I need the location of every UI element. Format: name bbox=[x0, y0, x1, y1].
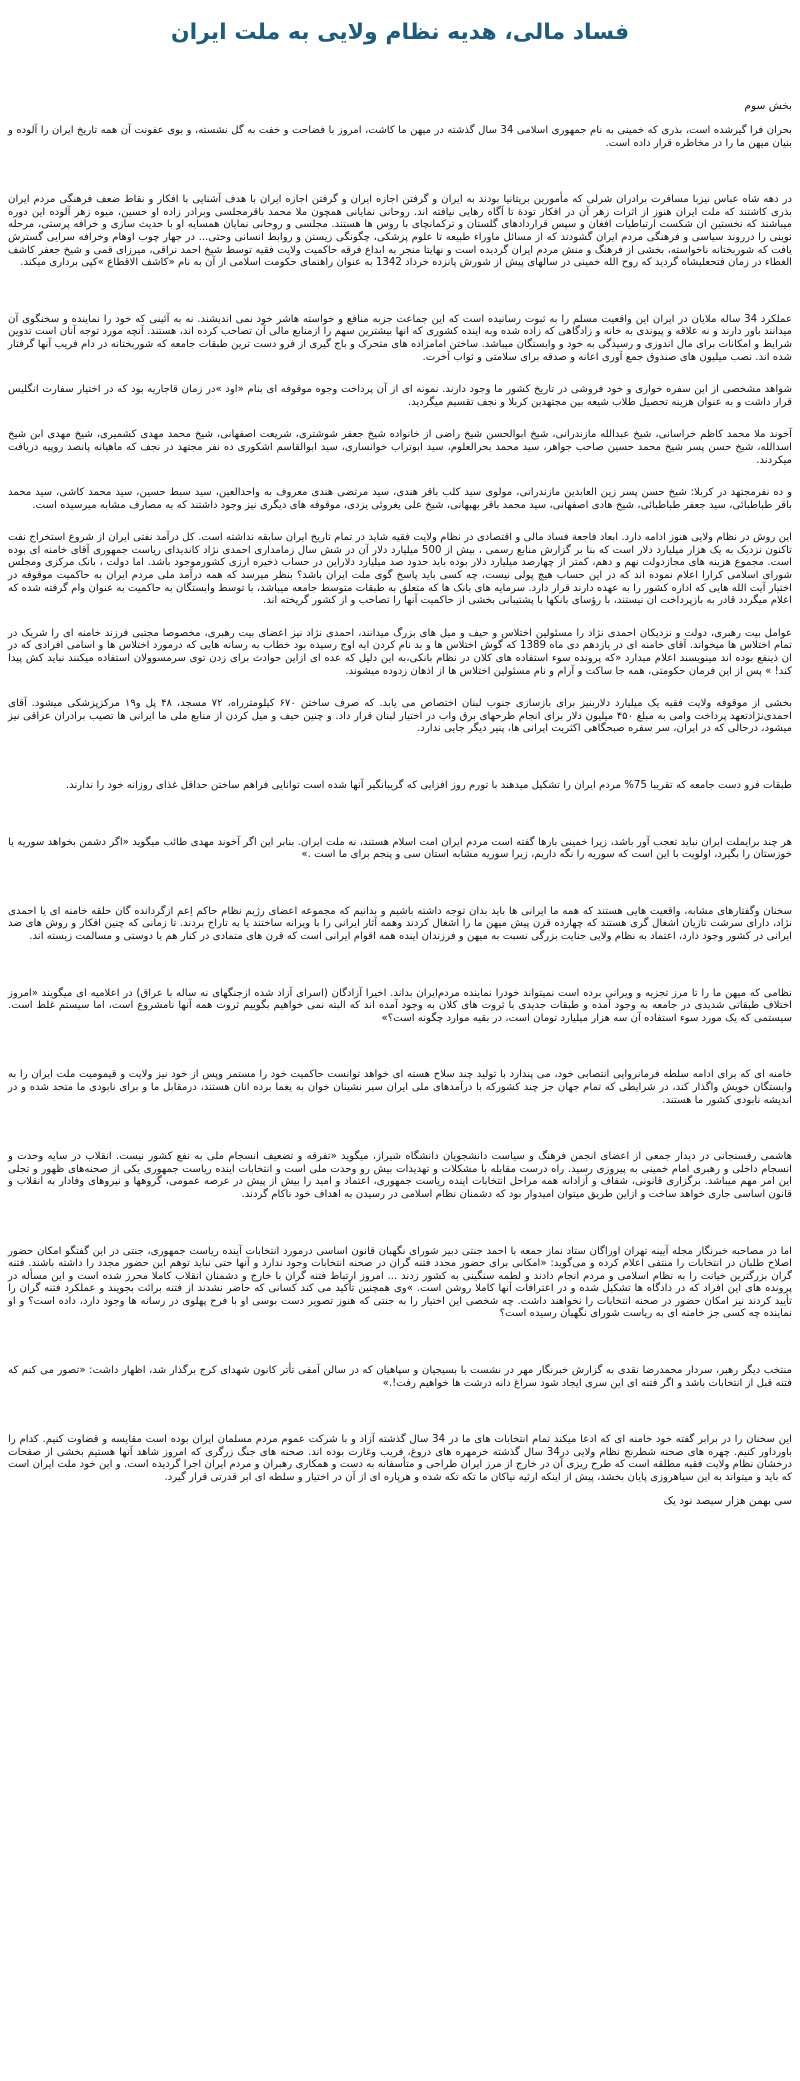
paragraph-mullahs-record: عملکرد 34 ساله ملایان در ایران این واقعیت مسلم را به ثبوت رسانیده است که این جماعت جزبه منافع و خواسته هاشر خود نمی اندیشند. نه به آئینی که خود را نماینده و سخنگوی آن میدانند باور دارند و نه علاقه و پیوندی به خانه و زادگاهی که زاده شده وبه اینده کشوری که انها بیشترین سهم را ازمنابع مالی آن تصاحب کرده اند، هستند. آنچه مورد توجه آنان است تدوین شرایط و امکانات برای مال اندوزی و رسیدگی به خود و وابستگان میباشد. ساختن امامزاده های متحرک و باج گیری از فرو دست ترین طبقات جامعه که شوربختانه در دام فریب آنها گرفتار شده اند. نصب میلیون های صندوق جمع آوری اعانه و صدقه برای سلامتی و ثواب آخرت. bbox=[8, 313, 792, 363]
paragraph-intro: بحران فرا گیرشده است، بذری که خمینی به نام جمهوری اسلامی 34 سال گذشته در میهن ما کاشت، امروز با فضاحت و خفت به گل نشسته، و بوی عفونت آن همه تاریخ ایران را آلوده و بنیان میهن ما را در مخاطره قرار داده است. bbox=[8, 125, 792, 149]
paragraph-occupiers: سخنان وگفتارهای مشابه، واقعیت هایی هستند که همه ما ایرانی ها باید بدان توجه داشته باشیم و بدانیم که مجموعه اعضای رژیم نظام حاکم اِعم ازگردانده گان حلقه خامنه ای یا احمدی نژاد، دارای سرشت تازیان اشغال گری هستند که چهارده قرن پیش میهن ما را اشغال کردند وهمه آثار ایرانی را با ویرانه ساختند یا به تاراج بردند. تا زمانی که چنین افکار و روش های ضد ایرانی در کشور وجود دارد، اعتماد به نظام ولایی جنایت بزرگی نسبت به میهن و فرزندان اینده همه اقوام ایرانی است که قرن های متمادی در کنار هم با دوستی و مسالمت زیسته اند. bbox=[8, 905, 792, 942]
paragraph-shah-abbas: در دهه شاه عباس نیزبا مسافرت برادران شرلی که مأمورین بریتانیا بودند به ایران و گرفتن اجازه ایران و گرفتن اجازه ایران با هدف آشنایی با افکار و نقاط ضعف فرهنگی مردم ایران بذری کاشتند که ملت ایران هنوز از اثرات زهر آن در افکار تودة تا آگاه رهایی نیافته اند. روحانی نمایانی همچون ملا محمد باقرمجلسی وبرادر زاده او حسین، میوه زهر آلوده این دوره میباشند که نخستین ان شکست ارتباطیات افغان و سپس قراردادهای گلستان و ترکمانچای با روس ها هستند. مجلسی و روحانی نمایان همسایه او با حدیث سازی و خرافه پرستی، مرحله نوینی را درروند سیاسی و فرهنگی مردم ایران گشودند که از مسائل ماوراء طبیعه تا علوم پزشکی، چگونگی زیستن و روابط انسانی وحتی... در جهار چوب اوهام وخرافه سرایی گسترش یافت که شوربختانه ناخواسته، بخشی از فرهنگ و منش مردم ایران گردیده است و نهایتا منجر به ابداع فرقه حاکمیت ولایت فقیه توسط شیخ احمد نراقی، میرزای قمی و شیخ جعفر کاشف الغطاء در زمان فتحعلیشاه گردید که روح الله خمینی در سالهای پیش از شورش پانزده خرداد 1342 به عنوان راهنمای حکومت اسلامی از آن به نام «کاشف الاقطاع »کپی برداری میکند. bbox=[8, 194, 792, 269]
signature-date: سی بهمن هزار سیصد نود یک bbox=[663, 1494, 792, 1507]
paragraph-syria-quote: هر چند برایملت ایران نباید تعجب آور باشد، زیرا خمینی بارها گفته است مردم ایران امت اسلام هستند، نه ملت ایران. بنابر این اگر آخوند مهدی طائب میگوید «اگر دشمن بخواهد سوریه یا خوزستان را بگیرد، اولویت با این است که سوریه را نگه داریم، زیرا سوریه مشابه استان سی و پنجم برای ما است .» bbox=[8, 836, 792, 861]
section-label: بخش سوم bbox=[744, 100, 792, 112]
paragraph-oud-endowment: شواهد مشخصی از این سفره خواری و خود فروشی در تاریخ کشور ما وجود دارند. نمونه ای از آن پرداخت وجوه موقوفه ای بنام «اود »در زمان قاجاریه بود که در اختیار سفارت انگلیس قرار داشت و به عنوان هزینه تحصیل طلاب شیعه بین مجتهدین کربلا و نجف تقسیم میگردید. bbox=[8, 384, 792, 408]
paragraph-oil-revenue: این روش در نظام ولایی هنوز ادامه دارد. ابعاد فاجعة فساد مالی و اقتصادی در نظام ولایت فقیه شاید در تمام تاریخ ایران سابقه نداشته است. کل درآمد نفتی ایران از شروع استخراج نفت تاکنون نزدیک به یک هزار میلیارد دلار است که بنا بر گزارش منابع رسمی ، بیش از 500 میلیارد دلار آن در شش سال زمامداری احمدی نژاد کاندیدای ریاست جمهوری آقای خامنه ای بوده است. مجموع هزینه های مجازدولت نهم و دهم، کمتر از چهارصد میلیارد دلار بوده باید حدود صد میلیارد دلاراین در حساب ذخیره ارزی کشورموجود باشد. اما دولت ، بانک مرکزی ومجلس شورای اسلامی کرارا اعلام نموده اند که در این حساب هیچ پولی نیست، چه کسی باید پاسخ گوی ملت ایران باشد؟ بنظر میرسد که همه درآمد ملی مردم ایران به حاکمیت موقوفه در اختیار آیت الله هایی که اداره کشور را به عهده دارند قرار دارد. سرمایه های بانک ها که متعلق به طبقات متوسط جامعه میباشد، با توسط وابستگان به حاکمیت به عنوان وام گرفته شده که اعلام میگردد قادر به بازپرداخت ان نیستند، با رؤسای بانکها با پشتیبانی بخشی از حاکمیت آنها را تصاحب و از کشور گریخته اند. bbox=[8, 532, 792, 607]
paragraph-embezzlement: عوامل بیت رهبری، دولت و نزدیکان احمدی نژاد را مسئولین اختلاس و حیف و میل های بزرگ میدانند، احمدی نژاد نیز اعضای بیت رهبری، مخصوصا مجتبی فرزند خامنه ای را شریک در تمام اختلاس ها میخواند. آقای خامنه ای در یازدهم دی ماه 1389 که گوش اختلاس ها و بد نام کردن ایه اوج رسیده بود خطاب به رسانه هایی که درمورد اختلاس ها و اسامی افرادی که در ان ذینفع بوده اند مینویسند اعلام میدارد «که پرونده سوء استفاده های کلان در نظام بانکی،به این دلیل که عده ای ازاین حوادث برای زدن توی سرمسوولان استفاده میکنند نباید کش پیدا کند! » پس از این فرمان حکومتی، همه جا ساکت و آرام و نام مسئولین اختلاس ها از اذهان زدوده میشوند. bbox=[8, 627, 792, 677]
page-title: فساد مالی، هدیه نظام ولایی به ملت ایران bbox=[170, 20, 630, 45]
paragraph-rafsanjani: هاشمی رفسنجانی در دیدار جمعی از اعضای انجمن فرهنگ و سیاست دانشجویان دانشگاه شیراز، میگوید «تفرقه و تضعیف انسجام ملی به نفع کشور نیست. انقلاب در سایه وحدت و انسجام داخلی و رهبری امام خمینی به پیروزی رسید. راه درست مقابله با مشکلات و تهدیدات بیش رو وحدت ملی است و انتخابات اینده ریاست جمهوری یکی از صحنه‌های ظهور و تجلی این امر مهم میباشد. برگزاری قانونی، شفاف و آزادانه همه مراحل انتخابات اینده ریاست جمهوری، اعتماد و امید را بیش از پیش در عرصه عمومی، گروهها و نیروهای وفادار به انقلاب و قانون اساسی جاری خواهد ساخت و ازاین طریق میتوان امیدوار بود که دشمنان نظام اسلامی در رسیدن به اهداف خود ناکام گردند. bbox=[8, 1151, 792, 1200]
paragraph-karbala-mujtahids: و ده نفرمجتهد در کربلا: شیخ حسن پسر زین العابدین مازندرانی، مولوی سید کلب باقر هندی، سید مرتضی هندی معروف به واحدالعین، سید سبط حسین، سید محمد کاشی، سید محمد باقر طباطبائی، سید جعفر طباطبائی، شیخ هادی اصفهانی، سید محمد باقر بهبهانی، شیخ علی یغروئی یزدی، موقوفه های دیگری نیز وجود داشتند که به مصارف مشابه میرسیده است. bbox=[8, 487, 792, 511]
paragraph-conclusion: این سخنان را در برابر گفته خود خامنه ای که ادعا میکند تمام انتخابات های ما در 34 سال گذشته آزاد و با شرکت عموم مردم مسلمان ایران بوده است مقایسه و قضاوت کنیم. کدام را باورداور کنیم. چهره های صحنه شطرنج نظام ولایی در34 سال گذشته خرمهره های دروغ، فریب وغارت بوده اند. صحنه های جنگ زرگری که امروز شاهد آنها هستیم بخشی از صفحات درخشان نظام ولایت فقیه مطلقه است که طرح ریزی آن در خارج از مرز ایران طراحی و متأسفانه به دست و همکاری رهبران و مردم ایران اجرا گردیده است. و این خود ملت ایران است که باید و میتواند به این سیاهروزی پایان بخشد، پیش از اینکه ارثیه نیاکان ما تکه تکه شده و هرپاره ای از آن در اختیار و سلطه ای ابر قدرتی قرار گیرد. bbox=[8, 1434, 792, 1484]
paragraph-najaf-mujtahids: آخوند ملا محمد کاظم خراسانی، شیخ عبدالله مازندرانی، شیخ ابوالحسن شیخ راضی از خانواده شیخ جعفر شوشتری، شریعت اصفهانی، شیخ محمد مهدی کشمیری، شیخ مهدی ابن شیخ اسدالله، شیخ حسن پسر شیخ محمد حسین صاحب جواهر، سید محمد بحرالعلوم، سید ابوتراب خوانساری، سید ابوالقاسم اشکوری ده نفر مجتهد در نجف که ماهیانه پانصد روپیه دریافت میکردند. bbox=[8, 429, 792, 466]
paragraph-lebanon-aid: بخشی از موقوفه ولایت فقیه یک میلیارد دلاربنیز برای بازسازی جنوب لبنان اختصاص می یابد. که صرف ساختن ۶۷۰ کیلومترراه، ۷۲ مسجد، ۴۸ پل و۱۹ مرکزپزشکی میشود. آقای احمدی‌نژادتعهد پرداخت وامی به مبلغ ۴۵۰ میلیون دلار برای انجام طرحهای برق واب در اختیار لبنان قرار داد. و چنین حیف و میل کردن از منابع ملی ما ایرانی ها تصیب برادران عراقی نیز میشود، درحالی که در ایران، سر سفره صبحگاهی اکثریت ایرانی ها، پنیر دیگر جایی ندارد. bbox=[8, 698, 792, 735]
paragraph-naqdi: منتخب دیگر رهبر، سردار محمدرضا نقدی به گزارش خبرنگار مهر در نشست با بسیجیان و سپاهیان که در سالن آمفی تأتر کانون شهدای کرج برگذار شد، اظهار داشت: «تصور می کنم که فتنه قبل از انتخابات باشد و اگر فتنه ای این سری ایجاد شود سراغ دانه درشت ها خواهیم رفت!.» bbox=[8, 1365, 792, 1389]
paragraph-freed-pows: نظامی که میهن ما را تا مرز تجزیه و ویرانی برده است نمیتواند خودرا نماینده مردم‌ایران بداند. اخیرا آزادگان (اسرای آزاد شده ازجنگهای نه ساله با عراق) در اعلامیه ای میگویند «امروز اختلاف طبقاتی شدیدی در جامعه به وجود آمده و طبقات جدیدی با ثروت های کلان به وجود آمده اند که البته نمی خواهیم بگوییم ثروت همه آنها نامشروع است، اما سیستم غلط است. سیستمی که یک مورد سوء استفاده آن سه هزار میلیارد تومان است، در بقیه موارد چگونه است؟» bbox=[8, 987, 792, 1024]
paragraph-lower-classes: طبقات فرو دست جامعه که تقریبا 75% مردم ایران را تشکیل میدهند با تورم روز افزایی که گریبانگیر آنها شده است توانایی فراهم ساختن حداقل غذای روزانه خود را ندارند. bbox=[65, 780, 792, 791]
paragraph-jannati: اما در مصاحبه خبرنگار مجله آیینه تهران اوراگان ستاد نماز جمعه با احمد جنتی دبیر شورای نگهبان قانون اساسی درمورد انتخابات آینده ریاست جمهوری، جنتی در این گفتگو امکان حضور اصلاح طلبان در انتخابات را منتفی اعلام کرده و می‌گوید: «امکانی برای حضور مجدد فتنه گران در صحنه انتخابات وجود ندارد و آنها حتی نباید توهم این حضور مجدد را داشته باشند. فتنه گران بزرگترین خیانت را به نظام اسلامی و مردم انجام دادند و لطمه سنگینی به کشور زدند ... امروز ارتباط فتنه گران با خارج و دشمنان انقلاب کاملا محرز شده است و این مسأله در پرونده های این افراد که در دادگاه ها تشکیل شده و در اعترافات آنها کاملا روشن است. »وی همچنین تأکید می کند کسانی که حاضر نشدند از فتنه برائت بجویند و عملکرد فتنه گران را تأیید کردند نیز امکان حضور در صحنه انتخابات را نخواهند داشت. چه شخصی این اختیار را به جنتی که هنوز تصویر دست بوسی او با فرح پهلوی در رسانه ها وجود دارد، داده است؟ و او نماینده چه کسی جز خامنه ای به ریاست شورای نگهبان رسیده است؟ bbox=[8, 1245, 792, 1320]
paragraph-khamenei-nuclear: خامنه ای که برای ادامه سلطه فرمانروایی انتصابی خود، می پندارد با تولید چند سلاح هسته ای خواهد توانست حاکمیت خود را مستمر وپس از خود نیز ولایت و قیمومیت ملت ایران را به وابستگان خویش واگذار کند، در شرایطی که تمام جهان جز چند کشورکه با درآمدهای ملی ایران سیر نشینان خوان به یغما برده انان هستند، درمقابل ما و برای نابودی ما متحد شده و در اندیشه نابودی کشور ما هستند. bbox=[8, 1069, 792, 1106]
